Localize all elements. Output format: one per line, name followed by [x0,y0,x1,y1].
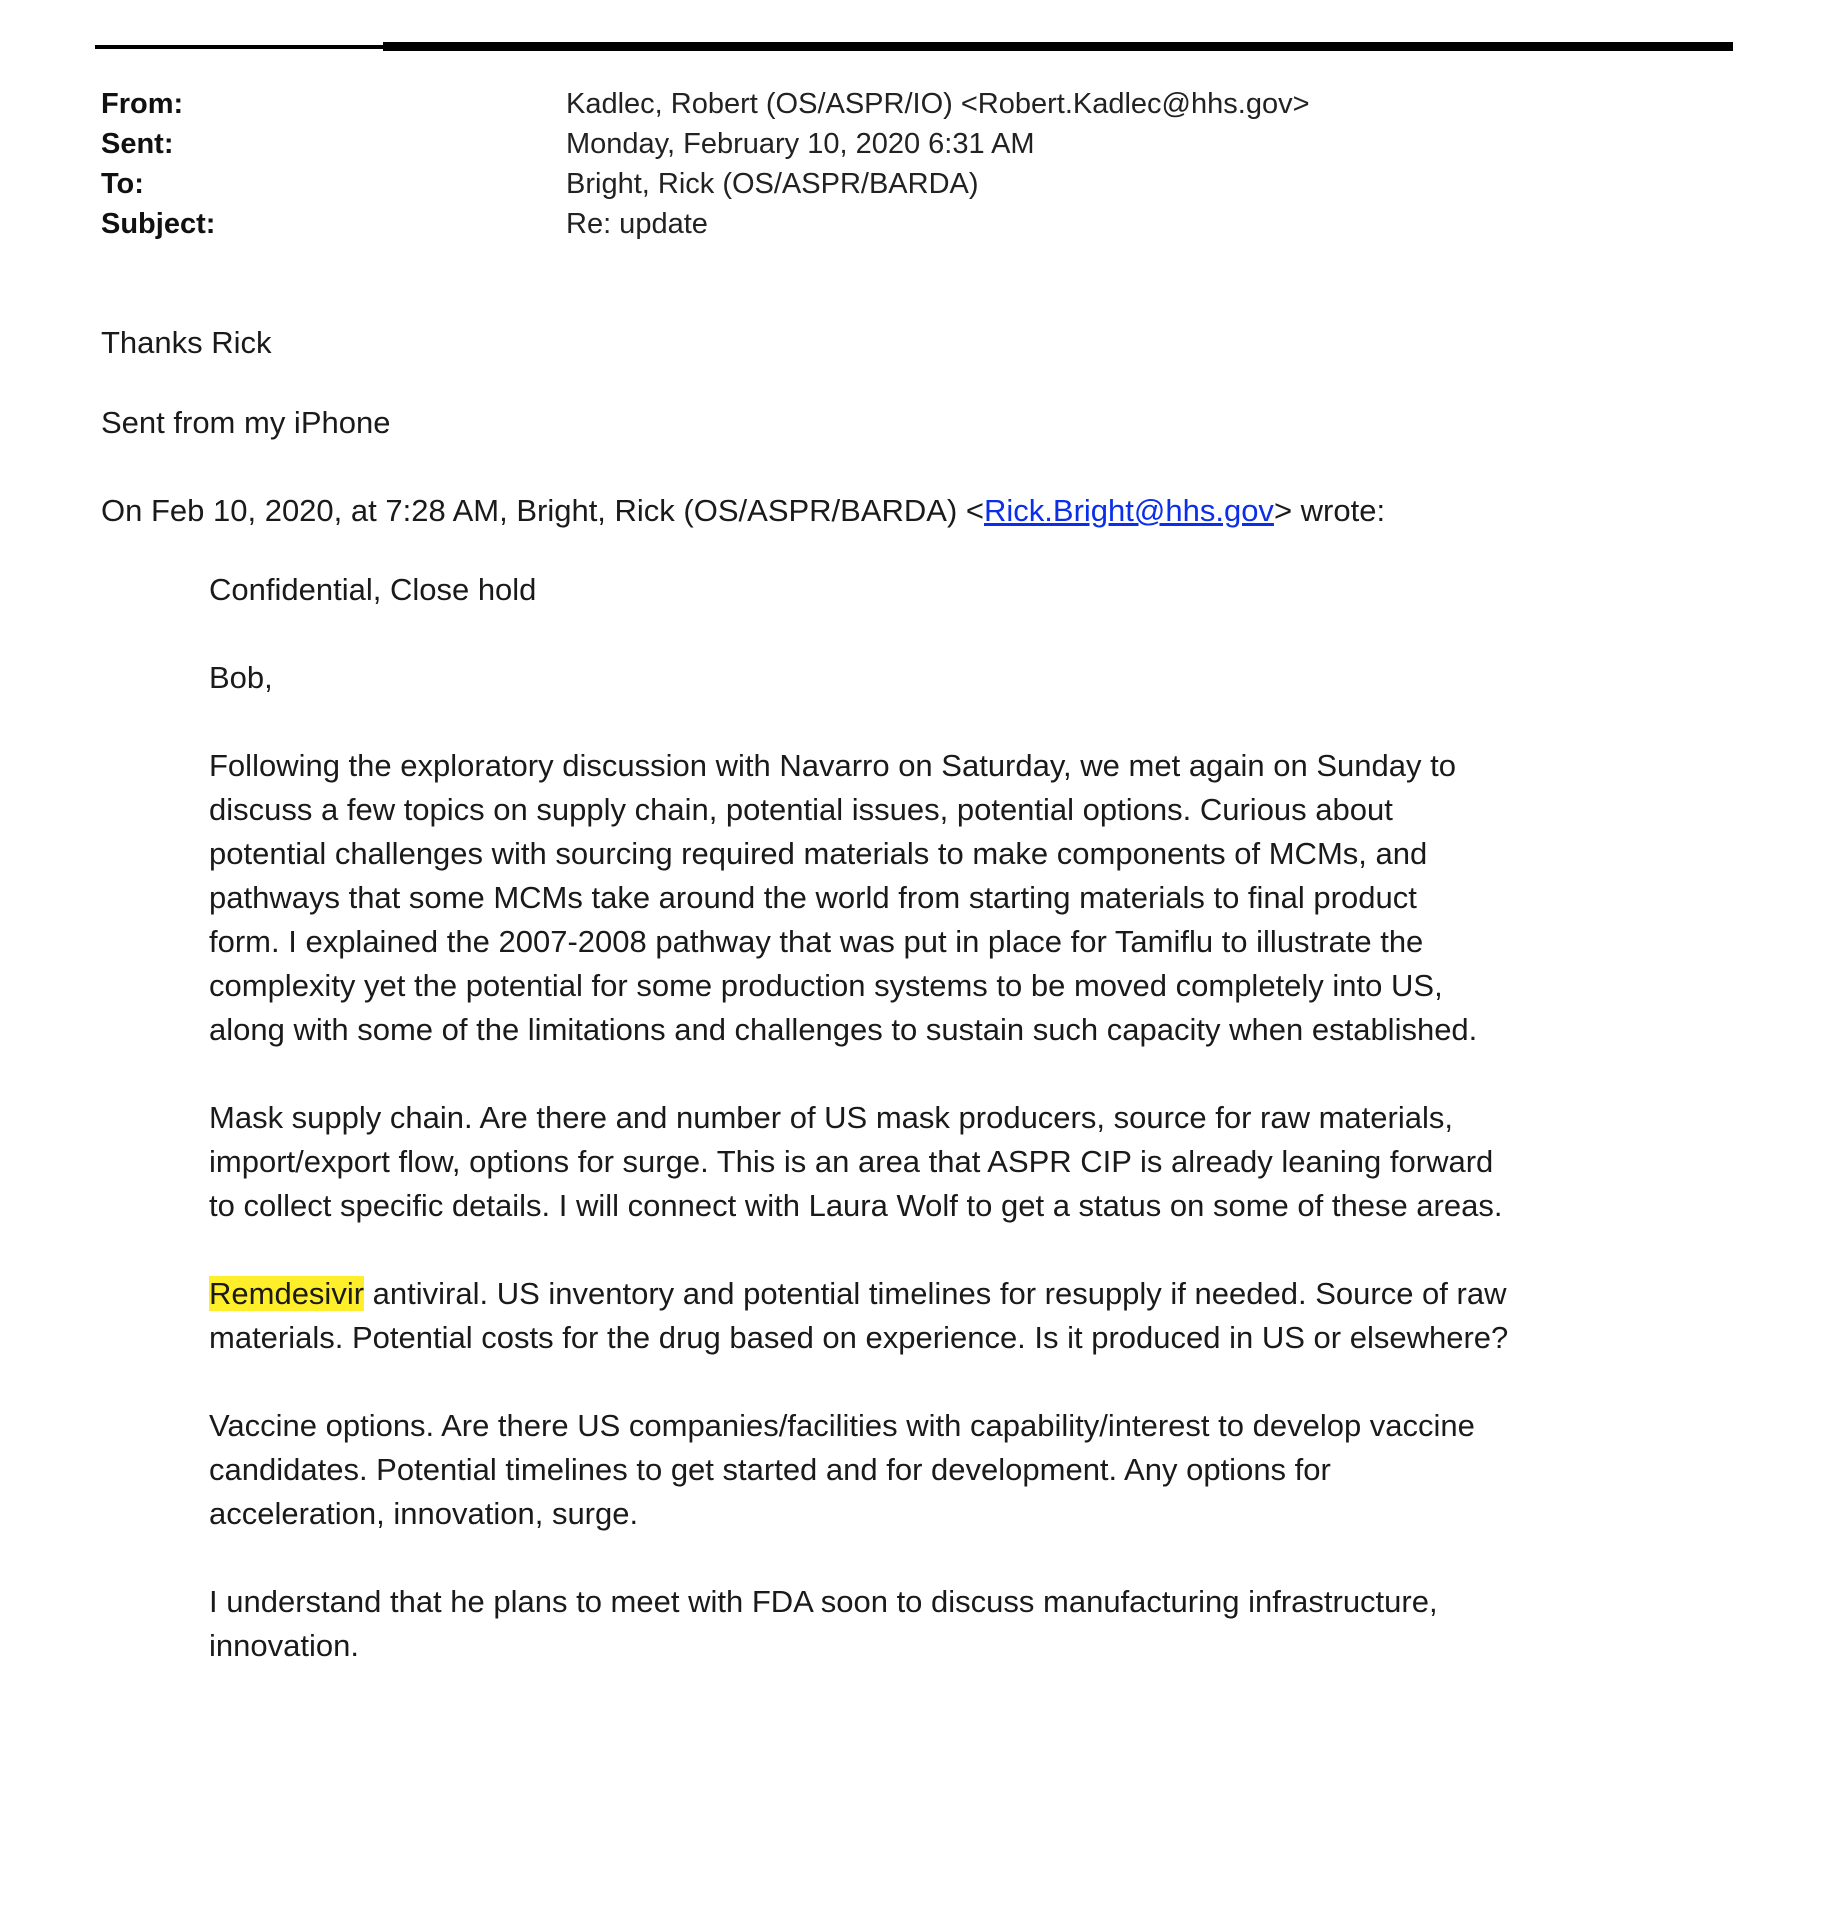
quoted-paragraph-3-rest: antiviral. US inventory and potential timelines for resupply if needed. Source of raw materials. Potential costs for the drug based on experience. Is it produced in US or elsewhere? [209,1276,1509,1355]
sent-label: Sent: [101,128,174,160]
subject-row [101,204,1701,244]
highlighted-term: Remdesivir [209,1276,365,1311]
quoted-paragraph-5 [209,1580,1649,1668]
sent-row [101,124,1701,164]
quoted-paragraph-2-text: Mask supply chain. Are there and number of US mask producers, source for raw materials, import/export flow, options for surge. This is an area that ASPR CIP is already leaning forward to collect specific details. I will connect with Laura Wolf to get a status on some of these areas. [209,1100,1503,1223]
sent-value: Monday, February 10, 2020 6:31 AM [566,128,1035,160]
subject-value: Re: update [566,208,708,240]
quoted-paragraph-1 [209,744,1649,1052]
quoted-paragraph-2 [209,1096,1649,1228]
quoted-paragraph-3-text [209,1272,1649,1360]
reply-body: Thanks Rick [101,325,272,360]
subject-label: Subject: [101,208,216,240]
to-value: Bright, Rick (OS/ASPR/BARDA) [566,168,979,200]
to-label: To: [101,168,144,200]
quote-intro-prefix: On Feb 10, 2020, at 7:28 AM, Bright, Rick (OS/ASPR/BARDA) < [101,493,985,528]
from-row [101,84,1701,124]
reply-signature: Sent from my iPhone [101,405,391,440]
quoted-greeting: Bob, [209,660,273,695]
from-label: From: [101,88,184,120]
sender-email-link[interactable]: Rick.Bright@hhs.gov [984,493,1274,528]
quoted-paragraph-4 [209,1404,1649,1536]
header-rule-thin [95,45,385,49]
header-rule-thick [383,42,1733,51]
quoted-paragraph-4-text: Vaccine options. Are there US companies/facilities with capability/interest to develop vaccine candidates. Potential timelines to get started and for development. Any options for acceleration, innovation, surge. [209,1408,1475,1531]
quoted-paragraph-3 [209,1272,1649,1360]
from-value: Kadlec, Robert (OS/ASPR/IO) <Robert.Kadlec@hhs.gov> [566,88,1310,120]
email-header [101,84,1701,244]
quoted-paragraph-1-text: Following the exploratory discussion with Navarro on Saturday, we met again on Sunday to discuss a few topics on supply chain, potential issues, potential options. Curious about potential challenges with sourcing required materials to make components of MCMs, and pathways that some MCMs take around the world from starting materials to final product form. I explained the 2007-2008 pathway that was put in place for Tamiflu to illustrate the complexity yet the potential for some production systems to be moved completely into US, along with some of the limitations and challenges to sustain such capacity when established. [209,748,1478,1047]
quote-intro-suffix: > wrote: [1273,493,1386,528]
to-row [101,164,1701,204]
quoted-confidential: Confidential, Close hold [209,572,537,607]
quote-intro [101,489,1385,533]
quoted-paragraph-5-text: I understand that he plans to meet with FDA soon to discuss manufacturing infrastructure, innovation. [209,1584,1438,1663]
